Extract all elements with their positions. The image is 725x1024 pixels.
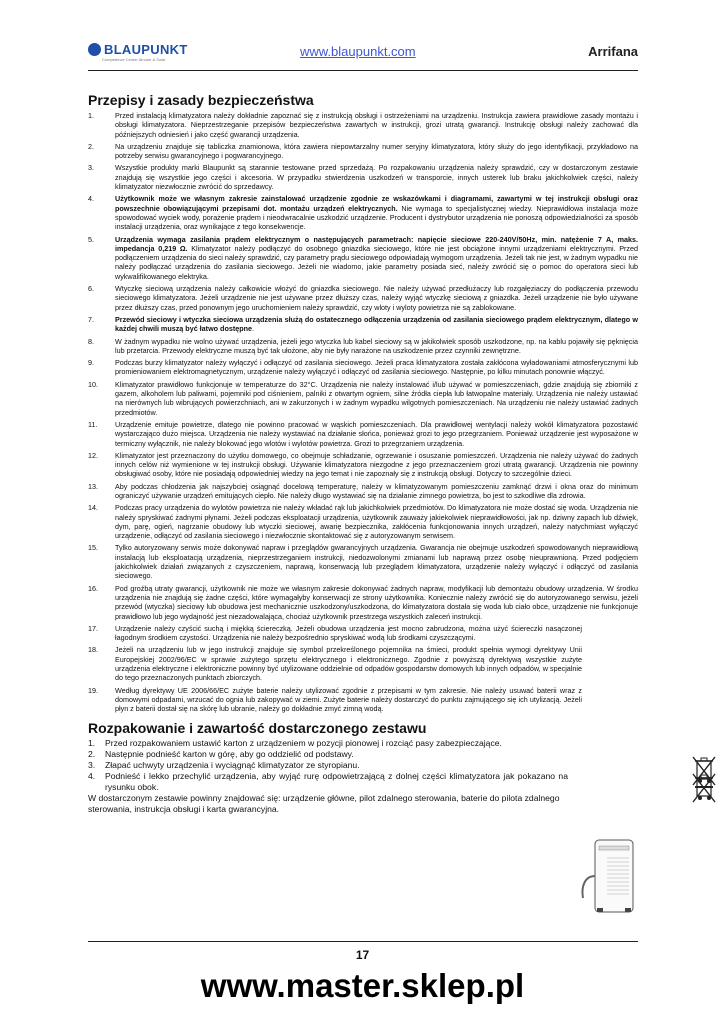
crossed-bin-battery-icon <box>691 772 717 806</box>
rule-item <box>88 142 638 161</box>
rule-item <box>88 194 638 231</box>
rule-item <box>88 624 638 643</box>
rule-text: Nie wymaga to specjalistycznej wiedzy. Nieprawidłowa instalacja może spowodować wyciek wody, porażenie prądem i nieodwracalnie uszkodzić urządzenie. Producent i dystrybutor urządzenia nie ponoszą odpowiedzialności za sposób instalacji urządzenia, oraz wynikające z tego konsekwencje. <box>115 203 638 232</box>
footer-divider <box>88 941 638 942</box>
unpack-step <box>88 749 568 760</box>
rule-text: Pod groźbą utraty gwarancji, użytkownik nie może we własnym zakresie dokonywać żadnych napraw, modyfikacji lub demontażu obudowy urządzenia. W środku urządzenia nie znajdują się żadne części, które wymagałyby konserwacji ze strony użytkownika. Koniecznie należy zwrócić się do autoryzowanego serwisu, jeżeli przewód (wtyczka) sieciowy lub obudowa jest mechanicznie uszkodzony/uszkodzona, do klimatyzatora dostała się woda lub ciało obce, urządzenie nie funkcjonuje prawidłowo lub jego wydajność jest niezadowalająca, chociaż użytkownik przestrzega wszystkich zaleceń instrukcji. <box>115 583 638 621</box>
rule-text: Klimatyzator prawidłowo funkcjonuje w temperaturze do 32°C. Urządzenia nie należy instalować i/lub używać w pomieszczeniach, gdzie znajdują się zbiorniki z gazem, alkoholem lub paliwami, pojemniki pod ciśnieniem, palniki z otwartym ogniem, silne źródła ciepła lub łatwopalne materiały. Urządzenia nie należy ustawiać na nierównych lub wibrujących powierzchniach, ani w zakurzonych i w żadnym wypadku wilgotnych pomieszczeniach. Na urządzeniu nie należy ustawiać żadnych przedmiotów. <box>115 379 638 417</box>
rule-text: Podczas burzy klimatyzator należy wyłączyć i odłączyć od zasilania sieciowego. Jeżeli praca klimatyzatora została zakłócona wyładowaniami atmosferycznymi lub promieniowaniem elektromagnetycznym, urządzenie należy wyłączyć i odłączyć od zasilania sieciowego. Następnie, po kilku minutach ponownie włączyć. <box>115 358 638 377</box>
rule-bold-text: Użytkownik może we własnym zakresie zainstalować urządzenie zgodnie ze wskazówkami i diagramami, zawartymi w tej instrukcji obsługi oraz powszechnie obowiązującymi przepisami dot. montażu urządzeń elektrycznych. <box>115 194 638 213</box>
rule-item <box>88 543 638 580</box>
section-title-safety: Przepisy i zasady bezpieczeństwa <box>88 92 314 108</box>
rule-number: 19. <box>88 685 98 695</box>
rule-text: Aby podczas chłodzenia jak najszybciej osiągnąć docelową temperaturę, należy w klimatyzowanym pomieszczeniu zamknąć drzwi i okna oraz do minimum ograniczyć używanie urządzeń emitujących ciepło. Nie należy długo wystawiać się na działanie zimnego powietrza, bo jest to szkodliwe dla zdrowia. <box>115 481 638 500</box>
unpack-step <box>88 771 568 793</box>
rule-number: 15. <box>88 543 98 553</box>
step-number: 2. <box>88 748 96 759</box>
rule-bold-text: Przewód sieciowy i wtyczka sieciowa urządzenia służą do ostatecznego odłączenia urządzenia od zasilania sieciowego prądem elektrycznym, dlatego w każdej chwili muszą być łatwo dostępne <box>115 314 638 334</box>
safety-rules-list <box>88 111 638 714</box>
rule-number: 5. <box>88 234 94 244</box>
header-divider <box>88 70 638 71</box>
step-text: Następnie podnieść karton w górę, aby go oddzielić od podstawy. <box>105 748 354 759</box>
rule-number: 4. <box>88 194 94 204</box>
unpack-step <box>88 760 568 771</box>
rule-item <box>88 451 638 479</box>
rule-text: Według dyrektywy UE 2006/66/EC zużyte baterie należy utylizować zgodnie z przepisami w tym zakresie. Nie należy usuwać baterii wraz z domowymi odpadami, wrzucać do ognia lub zakopywać w ziemi. Zużyte baterie należy dostarczyć do punktu zajmującego się ich utylizacją. Jeżeli płyn z baterii dostał się na skórę lub ubranie, należy go dokładnie zmyć zimną wodą. <box>115 685 582 714</box>
step-number: 1. <box>88 737 96 748</box>
step-number: 4. <box>88 770 96 781</box>
page-content <box>88 92 638 815</box>
rule-number: 2. <box>88 141 94 151</box>
website-link[interactable]: www.blaupunkt.com <box>300 44 416 59</box>
rule-text: Przed instalacją klimatyzatora należy dokładnie zapoznać się z instrukcją obsługi i ostrzeżeniami na urządzeniu. Instrukcja zawiera prawidłowe zasady montażu i obsługi klimatyzatora. Nieprzestrzeganie przepisów bezpieczeństwa zawartych w instrukcji, grozi utratą gwarancji. Instrukcję obsługi należy zachować dla późniejszych odniesień i jako część gwarancji urządzenia. <box>115 111 638 139</box>
section-title-unpacking: Rozpakowanie i zawartość dostarczonego zestawu <box>88 719 427 736</box>
rule-text: Tylko autoryzowany serwis może dokonywać napraw i przeglądów gwarancyjnych urządzenia. Gwarancja nie obejmuje uszkodzeń spowodowanych nieprawidłową instalacją lub eksploatacją urządzenia, nieprzestrzeganiem instrukcji, niedozwolonymi zmianami lub naprawą przez osobę nieuprawnioną. Przed podjęciem jakichkolwiek działań związanych z czyszczeniem, naprawą, konserwacją lub przeglądem klimatyzatora, urządzenie należy wyłączyć i odłączyć od zasilania sieciowego. <box>115 543 638 581</box>
step-text: Przed rozpakowaniem ustawić karton z urządzeniem w pozycji pionowej i rozciąć pasy zabezpieczające. <box>105 737 502 748</box>
rule-number: 13. <box>88 481 98 491</box>
rule-text: Jeżeli na urządzeniu lub w jego instrukcji znajduje się symbol przekreślonego pojemnika na śmieci, produkt spełnia wymogi dyrektywy Unii Europejskiej 2002/96/EC w sprawie zużytego sprzętu elektrycznego i elektronicznego. Zgodnie z powyższą dyrektywą wszystkie zużyte urządzenia elektryczne i elektroniczne powinny być utylizowane oddzielnie od odpadów gospodarstw domowych lub innych odpadów, w specjalnie do tego przeznaczonych punktach zbiorczych. <box>115 645 582 683</box>
rule-item <box>88 645 638 682</box>
rule-item <box>88 284 638 312</box>
rule-number: 8. <box>88 336 94 346</box>
rule-item <box>88 111 638 139</box>
rule-number: 6. <box>88 284 94 294</box>
step-number: 3. <box>88 759 96 770</box>
rule-text: Urządzenie należy czyścić suchą i miękką ściereczką. Jeżeli obudowa urządzenia jest mocno zabrudzona, można użyć ściereczki nasączonej łagodnym środkiem czystości. Urządzenia nie należy bezpośrednio spryskiwać wodą lub środkami czyszczącymi. <box>115 623 582 643</box>
rule-number: 9. <box>88 358 94 368</box>
step-text: Podnieść i lekko przechylić urządzenia, aby wyjąć rurę odpowietrzającą z dolnej części klimatyzatora jak pokazano na rysunku obok. <box>105 770 568 792</box>
rule-item <box>88 358 638 377</box>
package-contents: W dostarczonym zestawie powinny znajdować się: urządzenie główne, pilot zdalnego sterowania, baterie do pilota zdalnego sterowania, instrukcja obsługi i karta gwarancyjna. <box>88 792 560 814</box>
rule-text: Podczas pracy urządzenia do wylotów powietrza nie należy wkładać rąk lub jakichkolwiek przedmiotów. Do klimatyzatora nie może dostać się woda. Urządzenia nie należy spryskiwać żadnymi płynami. Jeżeli podczas eksploatacji urządzenia, użytkownik zauważy jakiekolwiek nieprawidłowości, jak np. dziwny zapach lub dźwięk, dym, parę, ogień, nagrzanie obudowy lub wtyczki sieciowej, awarię bezpiecznika, zakłócenia funkcjonowania innych urządzeń, należy natychmiast wyłączyć urządzenie, odłączyć od zasilania sieciowego i niezwłocznie skontaktować się z autoryzowanym serwisem. <box>115 503 638 541</box>
rule-text: W żadnym wypadku nie wolno używać urządzenia, jeżeli jego wtyczka lub kabel sieciowy są w jakikolwiek sposób uszkodzone, np. na kablu pojawiły się pęknięcia lub przetarcia. Przewody elektryczne muszą być tak ułożone, aby nie były narażone na uszkodzenie przez czynniki zewnętrzne. <box>115 336 638 355</box>
rule-number: 16. <box>88 583 98 593</box>
rule-item <box>88 482 638 501</box>
unpack-step <box>88 738 568 749</box>
rule-number: 17. <box>88 623 98 633</box>
rule-bold-text: Urządzenia wymaga zasilania prądem elektrycznym o następujących parametrach: napięcie sieciowe 220-240V/50Hz, min. natężenie 7 A, maks. impedancja 0,219 Ω. <box>115 234 638 253</box>
rule-number: 10. <box>88 379 98 389</box>
rule-number: 14. <box>88 503 98 513</box>
rule-text: Na urządzeniu znajduje się tabliczka znamionowa, która zawiera niepowtarzalny numer seryjny klimatyzatora, który służy do jego identyfikacji, przykładowo na potrzeby serwisu gwarancyjnego i pogwarancyjnego. <box>115 141 638 161</box>
rule-item <box>88 235 638 281</box>
rule-text: Wtyczkę sieciową urządzenia należy całkowicie włożyć do gniazdka sieciowego. Nie należy używać przedłużaczy lub rozgałęziaczy do podłączenia przewodu sieciowego klimatyzatora. Jeżeli urządzenie nie jest używane przez dłuższy czas, należy wyjąć wtyczkę sieciową z gniazdka. Jeżeli urządzenie nie było używane przez dłuższy czas, przed ponownym jego uruchomieniem należy sprawdzić, czy wloty i wyloty powietrza nie są zablokowane. <box>115 284 638 312</box>
rule-item <box>88 420 638 448</box>
rule-item <box>88 163 638 191</box>
rule-number: 11. <box>88 419 98 429</box>
rule-number: 3. <box>88 163 94 173</box>
rule-text: Klimatyzator należy podłączyć do osobnego gniazdka sieciowego, które nie jest obciążone innymi urządzeniami elektrycznymi. Przed podłączeniem urządzenia do sieci należy sprawdzić, czy parametry prądu sieciowego odpowiadają wymogom urządzenia. Jeżeli tak nie jest, w żadnym wypadku nie należy podłączać urządzenia do zasilania sieciowego. Jeżeli nie wiadomo, jakie parametry posiada sieć, należy zwrócić się o pomoc do operatora sieci lub wykwalifikowanego elektryka. <box>115 243 638 281</box>
rule-number: 12. <box>88 450 98 460</box>
step-text: Złapać uchwyty urządzenia i wyciągnąć klimatyzator ze styropianu. <box>105 759 360 770</box>
model-name: Arrifana <box>588 44 638 59</box>
rule-number: 7. <box>88 314 94 324</box>
brand-name: BLAUPUNKT <box>104 42 188 57</box>
rule-number: 18. <box>88 645 98 655</box>
shop-url: www.master.sklep.pl <box>200 967 525 1004</box>
rule-item <box>88 315 638 334</box>
rule-number: 1. <box>88 111 94 120</box>
rule-item <box>88 380 638 417</box>
rule-item <box>88 686 638 714</box>
air-conditioner-drawing <box>577 836 639 916</box>
rule-text: Klimatyzator jest przeznaczony do użytku domowego, co obejmuje schładzanie, ogrzewanie i osuszanie pomieszczeń. Urządzenia nie należy używać do żadnych innych celów niż wymienione w tej instrukcji obsługi. Używanie klimatyzatora niezgodne z jego przeznaczeniem grozi utratą gwarancji. Urządzenia nie powinny obsługiwać osoby, które nie posiadają odpowiedniej wiedzy na jego temat i nie zapoznały się z instrukcją obsługi. Dotyczy to szczególnie dzieci. <box>115 450 638 479</box>
rule-item <box>88 503 638 540</box>
logo-dot-icon <box>88 43 101 56</box>
brand-subtitle: Competence Center Aircare & Solar <box>102 57 166 62</box>
rule-text: Wszystkie produkty marki Blaupunkt są starannie testowane przed sprzedażą. Po rozpakowaniu urządzenia należy sprawdzić, czy w dostarczonym zestawie znajdują się wszystkie jego części i akcesoria. W przypadku stwierdzenia uszkodzeń w transporcie, innych usterek lub braku jakichkolwiek części, należy klimatyzator niezwłocznie zwrócić do sprzedawcy. <box>115 163 638 192</box>
unpacking-steps-list <box>88 738 568 793</box>
rule-text: Urządzenie emituje powietrze, dlatego nie powinno pracować w wąskich pomieszczeniach. Dla prawidłowej wentylacji należy wokół klimatyzatora pozostawić wystarczająco dużo miejsca. Urządzenia nie należy wystawiać na działanie słońca, ponieważ grozi to jego przegrzaniem. Ponieważ urządzenie jest wyposażone w termiczny wyłącznik, nie należy blokować jego wlotów i wylotów powietrza. Grozi to przegrzaniem urządzenia. <box>115 419 638 448</box>
page-header <box>88 40 638 68</box>
rule-item <box>88 584 638 621</box>
page-number: 17 <box>355 948 370 962</box>
rule-text: . <box>252 324 254 334</box>
blaupunkt-logo <box>88 42 188 57</box>
rule-item <box>88 337 638 356</box>
